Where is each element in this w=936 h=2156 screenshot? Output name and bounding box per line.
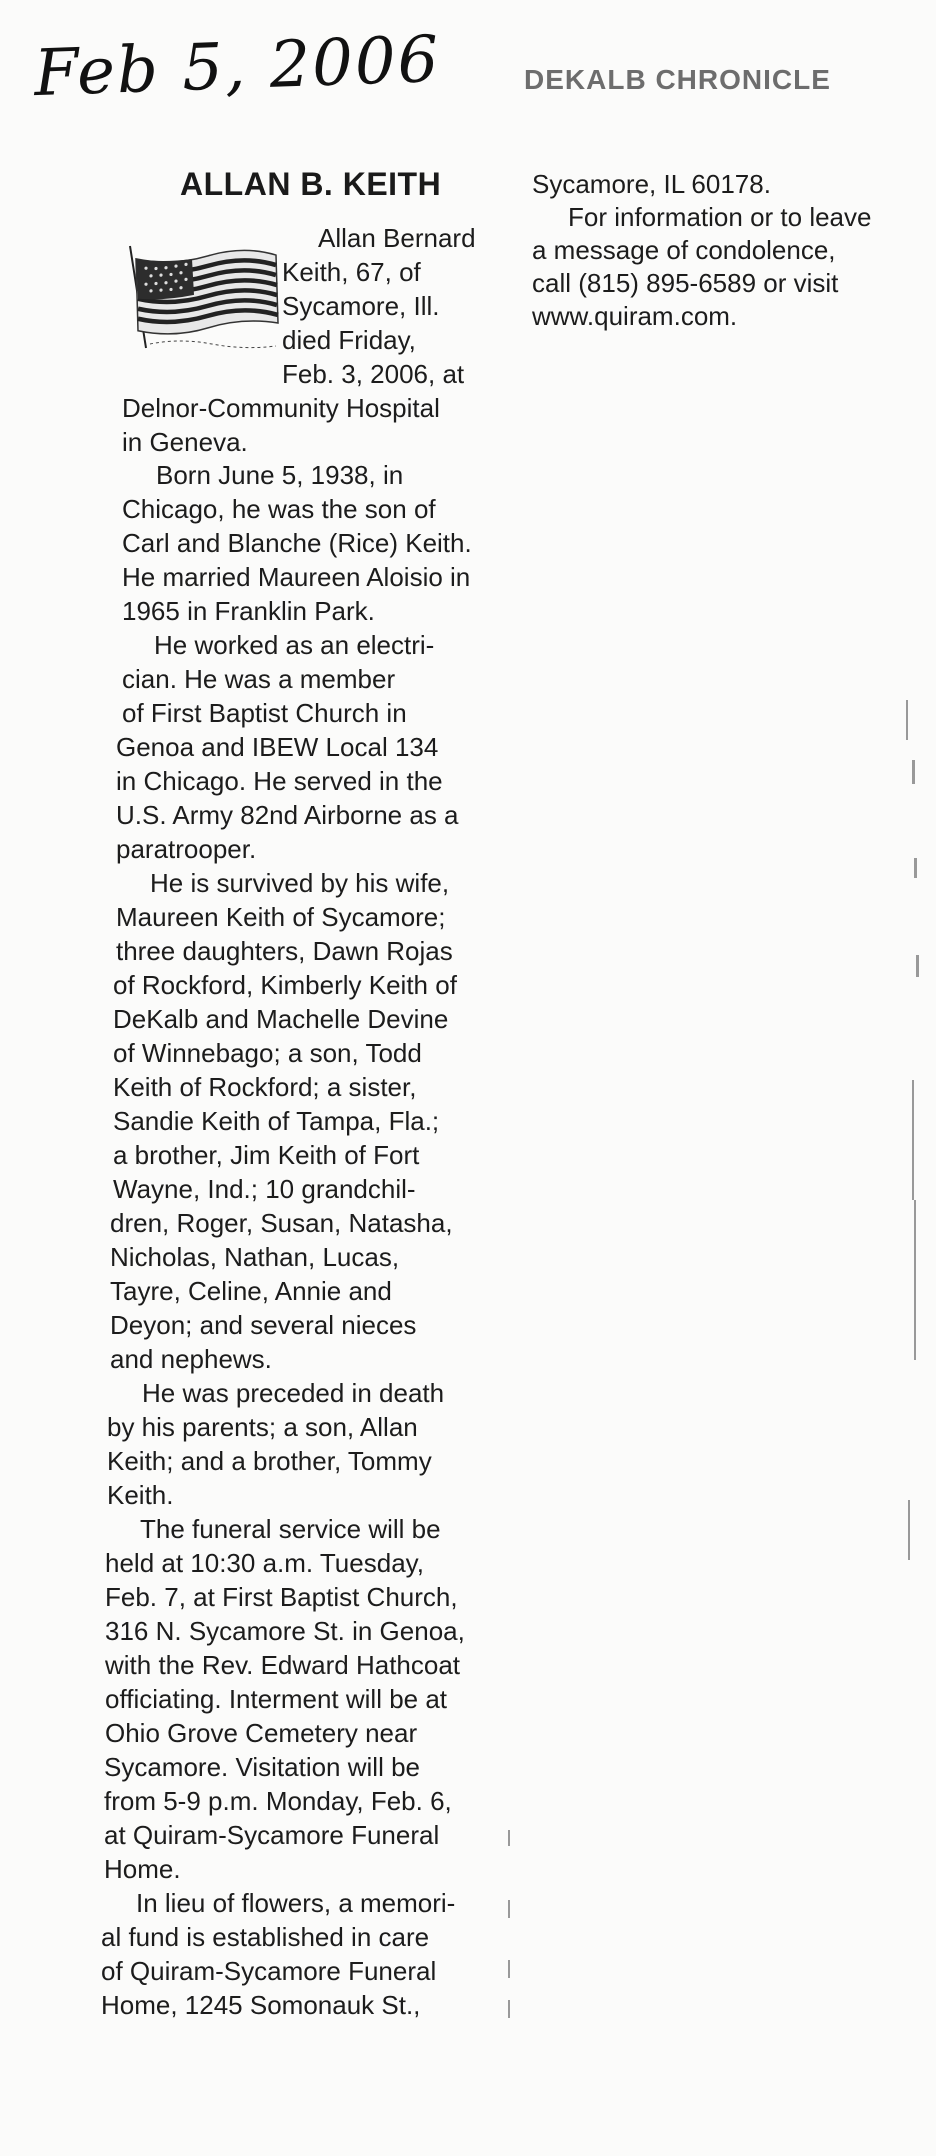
scan-artifact [508,1900,510,1918]
obituary-text-line: Keith. [107,1480,174,1510]
scan-artifact [906,700,908,740]
scan-artifact [908,1500,910,1560]
obituary-text-line: Keith, 67, of [282,257,421,287]
obituary-text-line: cian. He was a member [122,664,396,694]
obituary-text-line: Maureen Keith of Sycamore; [116,902,446,932]
obituary-text-line: paratrooper. [116,834,257,864]
obituary-text-line: Sycamore, IL 60178. [532,169,771,199]
scan-artifact [916,955,919,977]
obituary-text-line: He worked as an electri- [154,630,435,660]
american-flag-icon [120,240,280,355]
obituary-text-line: Sycamore, Ill. [282,291,440,321]
scan-artifact [508,2000,510,2018]
obituary-text-line: a brother, Jim Keith of Fort [113,1140,420,1170]
obituary-text-line: Tayre, Celine, Annie and [110,1276,392,1306]
obituary-text-line: three daughters, Dawn Rojas [116,936,453,966]
obituary-text-line: Sycamore. Visitation will be [104,1752,420,1782]
obituary-text-line: at Quiram-Sycamore Funeral [104,1820,440,1850]
obituary-text-line: DeKalb and Machelle Devine [113,1004,449,1034]
obituary-text-line: 1965 in Franklin Park. [122,596,375,626]
scan-artifact [912,760,915,784]
obituary-text-line: Sandie Keith of Tampa, Fla.; [113,1106,440,1136]
obituary-text-line: U.S. Army 82nd Airborne as a [116,800,459,830]
obituary-text-line: of First Baptist Church in [122,698,407,728]
obituary-headline: ALLAN B. KEITH [180,166,442,202]
obituary-text-line: The funeral service will be [140,1514,441,1544]
obituary-text-line: Nicholas, Nathan, Lucas, [110,1242,400,1272]
obituary-text-line: Genoa and IBEW Local 134 [116,732,439,762]
handwritten-date: Feb 5, 2006 [32,22,442,112]
obituary-text-line: a message of condolence, [532,235,836,265]
obituary-text-line: from 5-9 p.m. Monday, Feb. 6, [104,1786,452,1816]
obituary-text-line: Feb. 3, 2006, at [282,359,465,389]
obituary-text-line: of Rockford, Kimberly Keith of [113,970,457,1000]
obituary-text-line: held at 10:30 a.m. Tuesday, [105,1548,424,1578]
obituary-text-line: Born June 5, 1938, in [156,460,404,490]
scan-artifact [508,1830,510,1846]
obituary-text-line: in Geneva. [122,427,248,457]
obituary-text-line: He was preceded in death [142,1378,445,1408]
obituary-text-line: He married Maureen Aloisio in [122,562,471,592]
obituary-text-line: by his parents; a son, Allan [107,1412,418,1442]
obituary-text-line: 316 N. Sycamore St. in Genoa, [105,1616,465,1646]
obituary-text-line: For information or to leave [568,202,872,232]
obituary-text-line: call (815) 895-6589 or visit [532,268,839,298]
obituary-text-line: Feb. 7, at First Baptist Church, [105,1582,458,1612]
obituary-text-line: Carl and Blanche (Rice) Keith. [122,528,472,558]
obituary-text-line: of Winnebago; a son, Todd [113,1038,422,1068]
scan-artifact [914,858,917,878]
obituary-text-line: Home, 1245 Somonauk St., [101,1990,421,2020]
obituary-text-line: of Quiram-Sycamore Funeral [101,1956,437,1986]
obituary-text-line: and nephews. [110,1344,272,1374]
scan-artifact [912,1080,914,1200]
obituary-text-line: officiating. Interment will be at [105,1684,448,1714]
obituary-text-line: Keith; and a brother, Tommy [107,1446,432,1476]
scan-artifact [914,1200,916,1360]
obituary-text-line: died Friday, [282,325,416,355]
obituary-text-line: Allan Bernard [318,223,476,253]
obituary-text-line: with the Rev. Edward Hathcoat [105,1650,461,1680]
obituary-text-line: in Chicago. He served in the [116,766,443,796]
obituary-text-line: Deyon; and several nieces [110,1310,417,1340]
obituary-text-line: www.quiram.com. [532,301,738,331]
obituary-text-line: Ohio Grove Cemetery near [105,1718,418,1748]
obituary-text-line: dren, Roger, Susan, Natasha, [110,1208,453,1238]
obituary-text-line: In lieu of flowers, a memori- [136,1888,456,1918]
scan-artifact [508,1960,510,1978]
obituary-text-line: He is survived by his wife, [150,868,450,898]
obituary-text-line: Keith of Rockford; a sister, [113,1072,417,1102]
obituary-text-line: Home. [104,1854,181,1884]
obituary-text-line: Chicago, he was the son of [122,494,436,524]
obituary-text-line: Delnor-Community Hospital [122,393,440,423]
newspaper-masthead: DEKALB CHRONICLE [524,64,831,95]
obituary-text-line: al fund is established in care [101,1922,430,1952]
obituary-text-line: Wayne, Ind.; 10 grandchil- [113,1174,416,1204]
